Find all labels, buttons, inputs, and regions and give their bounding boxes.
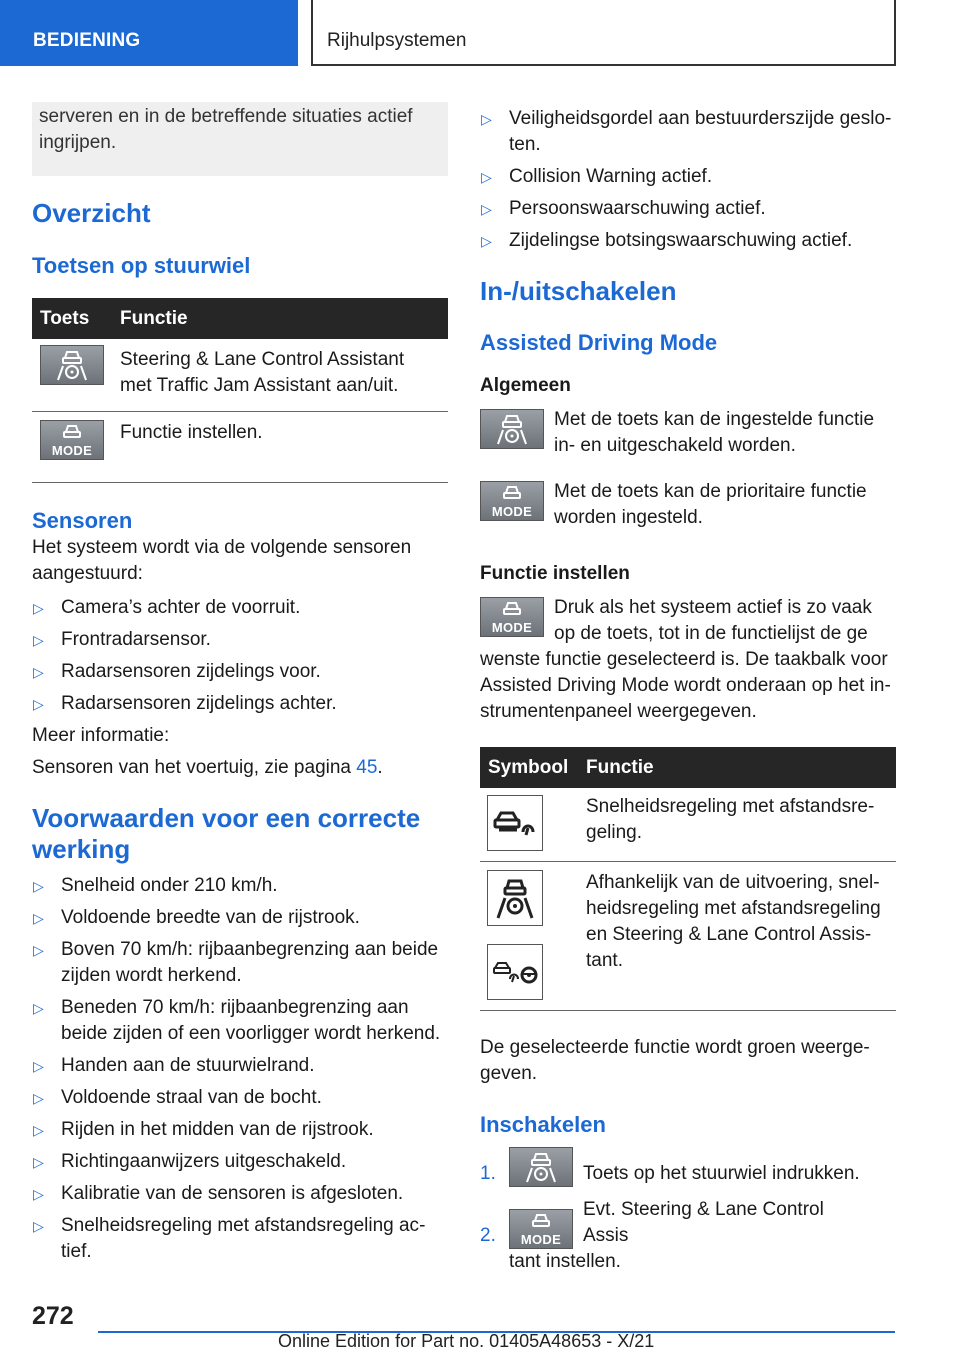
heading-functie-instellen: Functie instellen [480,563,630,584]
heading-toetsen: Toetsen op stuurwiel [32,253,251,278]
row-text: Snelheidsregeling met afstandsregeling. [578,788,896,862]
list-item: ▷ Persoonswaarschuwing actief. [480,196,896,222]
triangle-bullet-icon: ▷ [33,1218,44,1234]
step-1 [480,1147,896,1187]
sensoren-intro: Het systeem wordt via de volgende sensoren aangestuurd: [32,537,412,584]
mode-key-icon [480,597,544,637]
table-row [480,788,896,862]
triangle-bullet-icon: ▷ [33,1000,44,1016]
steering-lane-icon [487,870,543,926]
triangle-bullet-icon: ▷ [481,111,492,127]
mode-label: MODE [520,1231,562,1247]
chapter-title: Rijhulpsystemen [327,30,467,51]
triangle-bullet-icon: ▷ [33,1186,44,1202]
table-row [32,339,448,412]
triangle-bullet-icon: ▷ [33,1154,44,1170]
triangle-bullet-icon: ▷ [33,878,44,894]
row-text: Afhankelijk van de uitvoering, snelheidsregeling met afstandsregeling en Steering & Lane Control Assistant. [578,862,896,1011]
step-number: 1. [480,1163,496,1184]
list-item: ▷ Handen aan de stuurwielrand. [32,1053,448,1079]
section-label: BEDIENING [33,30,141,51]
step-text-rest: tant instellen. [509,1251,621,1272]
triangle-bullet-icon: ▷ [33,664,44,680]
triangle-bullet-icon: ▷ [33,910,44,926]
heading-overzicht: Overzicht [32,198,151,228]
conditions-list [480,106,896,254]
mode-key-icon [480,481,544,521]
list-item: ▷ Camera’s achter de voorruit. [32,595,448,621]
functie-instellen-text: Druk als het systeem actief is zo vaak op de toets, tot in de functielijst de ge [554,597,872,644]
list-item: ▷ Radarsensoren zijdelings achter. [32,691,448,717]
list-item: ▷ Boven 70 km/h: rijbaanbegrenzing aan beide zijden wordt herkend. [33,939,439,986]
mode-label: MODE [491,619,533,635]
heading-voorwaarden: Voorwaarden voor een correcte werking [32,803,421,864]
mode-label: MODE [491,503,533,519]
list-item: ▷ Snelheidsregeling met afstandsregeling actief. [33,1215,426,1262]
algemeen-paragraph-2 [480,479,896,531]
right-column [480,102,896,1275]
steering-assist-key-icon [480,409,544,449]
list-item: ▷ Voldoende breedte van de rijstrook. [32,905,448,931]
triangle-bullet-icon: ▷ [33,1090,44,1106]
list-item: ▷ Collision Warning actief. [480,164,896,190]
row-text: Functie instellen. [112,412,448,483]
sensoren-list [32,595,448,717]
triangle-bullet-icon: ▷ [33,1122,44,1138]
intro-box [32,102,448,176]
intro-text: serveren en in de betreffende situaties actief ingrijpen. [39,106,413,153]
col-header-functie: Functie [578,747,896,788]
mode-key-icon [509,1209,573,1249]
table-row [32,412,448,483]
heading-inschakelen: Inschakelen [480,1112,606,1137]
page-number: 272 [32,1302,74,1330]
triangle-bullet-icon: ▷ [33,696,44,712]
mode-label: MODE [51,442,93,458]
triangle-bullet-icon: ▷ [33,1058,44,1074]
cruise-distance-icon [487,795,543,851]
functie-instellen-paragraph [480,595,896,647]
mode-key-icon [40,420,104,460]
triangle-bullet-icon: ▷ [481,201,492,217]
list-item: ▷ Veiligheidsgordel aan bestuurderszijde gesloten. [481,108,892,155]
meer-info-label: Meer informatie: [32,725,170,746]
steering-assist-key-icon [509,1147,573,1187]
col-header-symbool: Symbool [480,747,578,788]
symbols-table [480,747,896,1011]
list-item: ▷ Voldoende straal van de bocht. [32,1085,448,1111]
algemeen-text-2: Met de toets kan de prioritaire functie worden ingesteld. [554,481,867,528]
triangle-bullet-icon: ▷ [481,233,492,249]
chapter-header [311,0,896,66]
row-text: Steering & Lane Control Assistant met Traffic Jam Assistant aan/uit. [112,339,448,412]
edition-text: Online Edition for Part no. 01405A48653 - X/21 [278,1331,655,1351]
voorwaarden-list [32,873,448,1265]
section-tab [0,0,298,66]
list-item: ▷ Richtingaanwijzers uitgeschakeld. [32,1149,448,1175]
step-2 [480,1197,896,1249]
keys-table [32,298,448,483]
page-link[interactable]: 45 [356,757,378,778]
list-item: ▷ Rijden in het midden van de rijstrook. [32,1117,448,1143]
groen-text: De geselecteerde functie wordt groen weergegeven. [480,1037,870,1084]
heading-inuitschakelen: In-/uitschakelen [480,276,677,306]
triangle-bullet-icon: ▷ [33,942,44,958]
triangle-bullet-icon: ▷ [33,632,44,648]
algemeen-text-1: Met de toets kan de ingestelde functie in- en uitgeschakeld worden. [554,409,875,456]
cruise-steering-icon [487,944,543,1000]
step-number: 2. [480,1225,496,1246]
list-item: ▷ Zijdelingse botsingswaarschuwing actief. [480,228,896,254]
list-item: ▷ Radarsensoren zijdelings voor. [32,659,448,685]
col-header-toets: Toets [32,298,112,339]
list-item: ▷ Snelheid onder 210 km/h. [32,873,448,899]
col-header-functie: Functie [112,298,448,339]
step-text: Evt. Steering & Lane Control Assis [583,1199,824,1246]
left-column [32,102,448,1271]
table-row [480,862,896,1011]
list-item: ▷ Frontradarsensor. [32,627,448,653]
list-item: ▷ Kalibratie van de sensoren is afgesloten. [32,1181,448,1207]
triangle-bullet-icon: ▷ [481,169,492,185]
sensoren-reference: Sensoren van het voertuig, zie pagina 45. [32,757,383,778]
heading-assisted-driving-mode: Assisted Driving Mode [480,330,718,355]
steering-assist-key-icon [40,345,104,385]
heading-algemeen: Algemeen [480,375,571,396]
triangle-bullet-icon: ▷ [33,600,44,616]
step-text: Toets op het stuurwiel indrukken. [583,1163,860,1184]
heading-sensoren: Sensoren [32,508,133,533]
functie-instellen-text-rest: wenste functie geselecteerd is. De taakbalk voor Assisted Driving Mode wordt onderaan op het instrumentenpaneel weergegeven. [480,649,891,722]
list-item: ▷ Beneden 70 km/h: rijbaanbegrenzing aan beide zijden of een voorligger wordt herkend. [33,997,441,1044]
algemeen-paragraph-1 [480,407,896,459]
